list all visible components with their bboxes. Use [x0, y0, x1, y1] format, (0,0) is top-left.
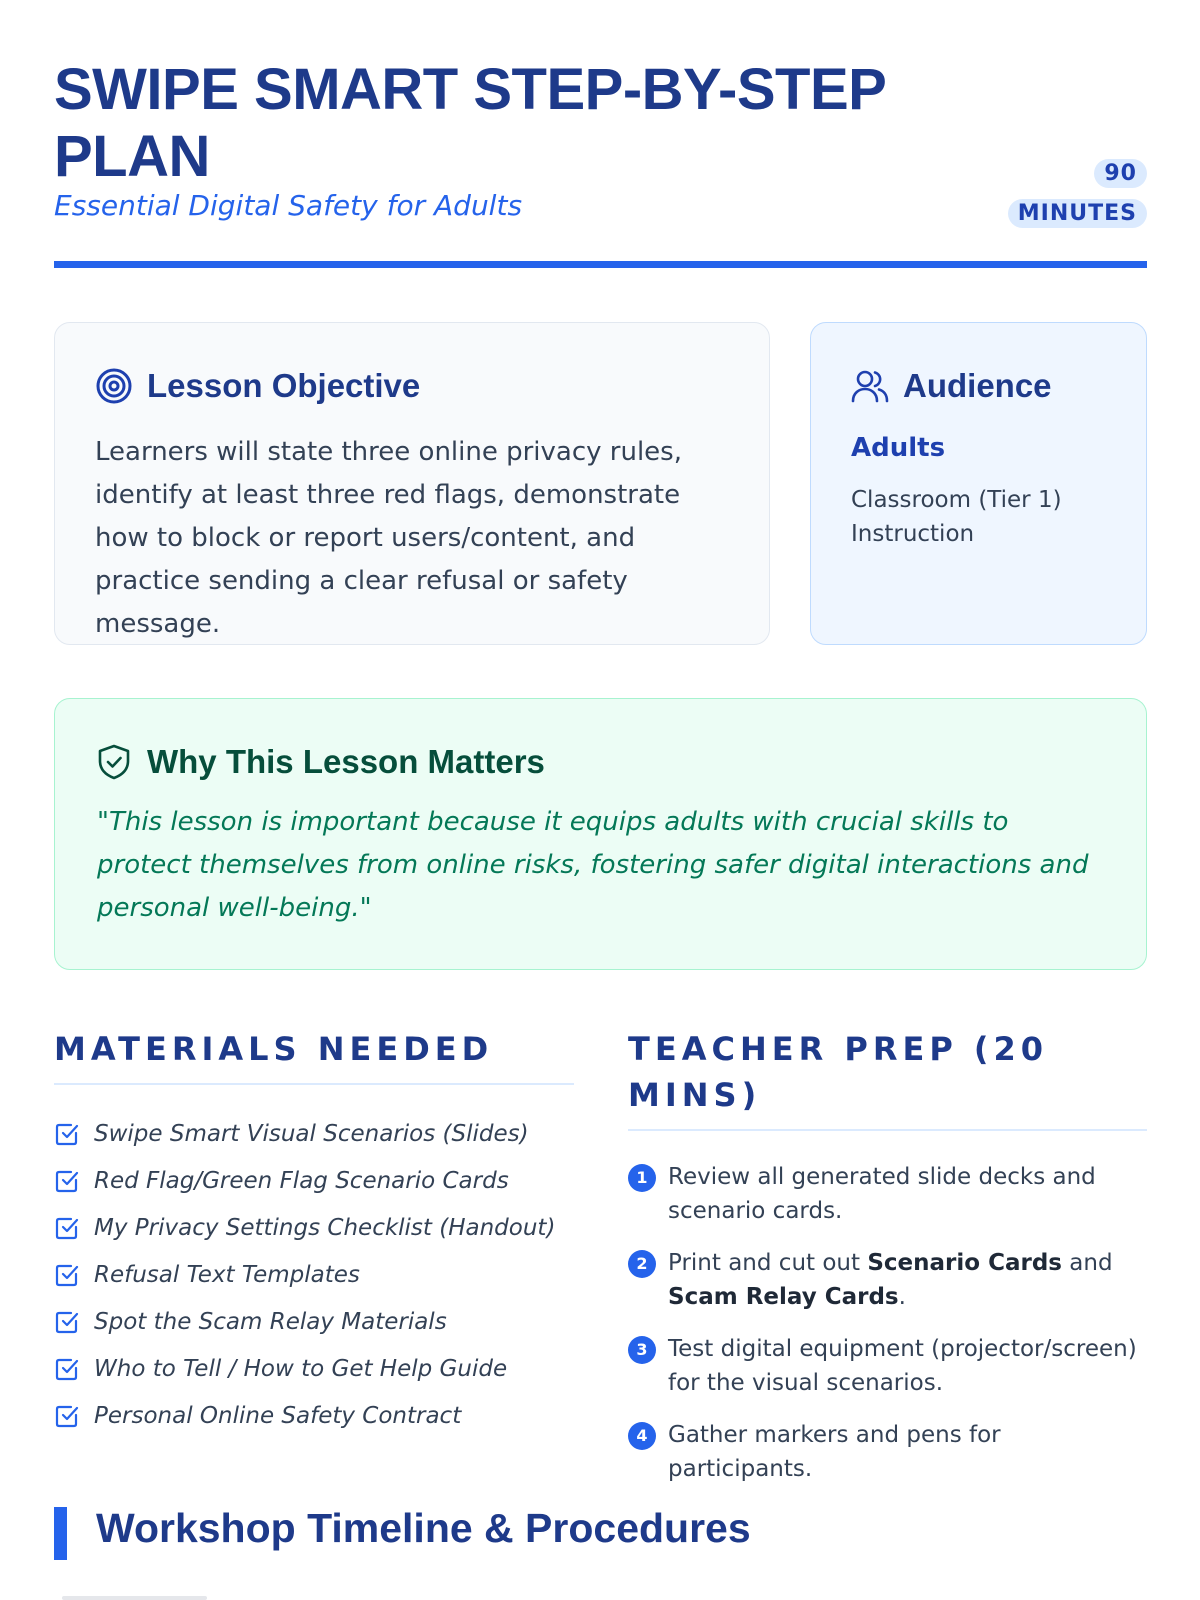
- materials-title: MATERIALS NEEDED: [54, 1030, 494, 1068]
- checkbox-checked-icon: [54, 1262, 80, 1288]
- material-item: [54, 1298, 574, 1345]
- material-item: [54, 1110, 574, 1157]
- prep-step: [628, 1160, 1147, 1228]
- shield-check-icon: [95, 743, 133, 781]
- audience-title: Audience: [903, 367, 1052, 404]
- page-title: SWIPE SMART STEP-BY-STEP PLAN: [54, 57, 886, 189]
- material-item-label: Personal Online Safety Contract: [94, 1402, 462, 1429]
- step-number-badge: 3: [628, 1336, 656, 1364]
- prep-step-fragment: and: [1061, 1250, 1113, 1276]
- material-item-label: Spot the Scam Relay Materials: [94, 1308, 447, 1335]
- duration-badge: [1008, 154, 1147, 234]
- material-item-label: Red Flag/Green Flag Scenario Cards: [94, 1167, 509, 1194]
- teacher-prep-divider: [628, 1129, 1147, 1131]
- lesson-objective-title: Lesson Objective: [147, 367, 421, 404]
- prep-step-text: [668, 1246, 1147, 1314]
- why-lesson-matters-quote: "This lesson is important because it equips adults with crucial skills to protect themselves from online risks, fostering safer digital interactions and personal well-being.": [97, 807, 1089, 923]
- prep-step-text: [668, 1418, 1147, 1486]
- materials-divider: [54, 1083, 574, 1085]
- checkbox-checked-icon: [54, 1309, 80, 1335]
- material-item: [54, 1204, 574, 1251]
- materials-list: [54, 1110, 574, 1439]
- prep-step-emphasis: Scam Relay Cards: [668, 1284, 899, 1310]
- prep-step-fragment: .: [898, 1284, 906, 1310]
- material-item-label: My Privacy Settings Checklist (Handout): [94, 1214, 556, 1241]
- prep-step-text: [668, 1160, 1147, 1228]
- checkbox-checked-icon: [54, 1121, 80, 1147]
- teacher-prep-list: [628, 1160, 1147, 1504]
- prep-step: [628, 1332, 1147, 1400]
- checkbox-checked-icon: [54, 1356, 80, 1382]
- step-number-badge: 4: [628, 1422, 656, 1450]
- users-icon: [851, 367, 889, 405]
- material-item: [54, 1392, 574, 1439]
- timeline-content-preview: [62, 1596, 207, 1600]
- prep-step: [628, 1418, 1147, 1486]
- audience-name: Adults: [851, 433, 946, 463]
- lesson-plan-page: [54, 0, 1147, 1600]
- material-item-label: Who to Tell / How to Get Help Guide: [94, 1355, 508, 1382]
- teacher-prep-title: TEACHER PREP (20 MINS): [628, 1030, 1049, 1114]
- prep-step-emphasis: Scenario Cards: [867, 1250, 1062, 1276]
- prep-step-text: [668, 1332, 1147, 1400]
- duration-unit: MINUTES: [1008, 199, 1147, 228]
- prep-step-fragment: Test digital equipment (projector/screen) for the visual scenarios.: [668, 1336, 1137, 1396]
- why-lesson-matters-header: [95, 743, 545, 781]
- duration-number: 90: [1094, 159, 1147, 188]
- prep-step-fragment: Print and cut out: [668, 1250, 868, 1276]
- step-number-badge: 1: [628, 1164, 656, 1192]
- timeline-accent-bar: [54, 1507, 67, 1560]
- prep-step-fragment: Review all generated slide decks and scenario cards.: [668, 1164, 1096, 1224]
- why-lesson-matters-title: Why This Lesson Matters: [147, 743, 545, 780]
- prep-step-fragment: Gather markers and pens for participants.: [668, 1422, 1001, 1482]
- material-item-label: Swipe Smart Visual Scenarios (Slides): [94, 1120, 529, 1147]
- audience-card: [810, 322, 1147, 645]
- lesson-objective-card: [54, 322, 770, 645]
- checkbox-checked-icon: [54, 1403, 80, 1429]
- material-item: [54, 1345, 574, 1392]
- timeline-title: Workshop Timeline & Procedures: [96, 1505, 751, 1551]
- prep-step: [628, 1246, 1147, 1314]
- checkbox-checked-icon: [54, 1215, 80, 1241]
- lesson-objective-text: Learners will state three online privacy rules, identify at least three red flags, demonstrate how to block or report users/content, and practice sending a clear refusal or safety message.: [95, 437, 682, 639]
- page-subtitle: Essential Digital Safety for Adults: [54, 189, 523, 222]
- material-item: [54, 1157, 574, 1204]
- checkbox-checked-icon: [54, 1168, 80, 1194]
- material-item: [54, 1251, 574, 1298]
- audience-header: [851, 367, 1052, 405]
- step-number-badge: 2: [628, 1250, 656, 1278]
- why-lesson-matters-card: [54, 698, 1147, 970]
- material-item-label: Refusal Text Templates: [94, 1261, 360, 1288]
- target-icon: [95, 367, 133, 405]
- header-divider: [54, 261, 1147, 268]
- page-header: [54, 56, 1147, 268]
- audience-description: Classroom (Tier 1) Instruction: [851, 487, 1062, 547]
- lesson-objective-header: [95, 367, 420, 405]
